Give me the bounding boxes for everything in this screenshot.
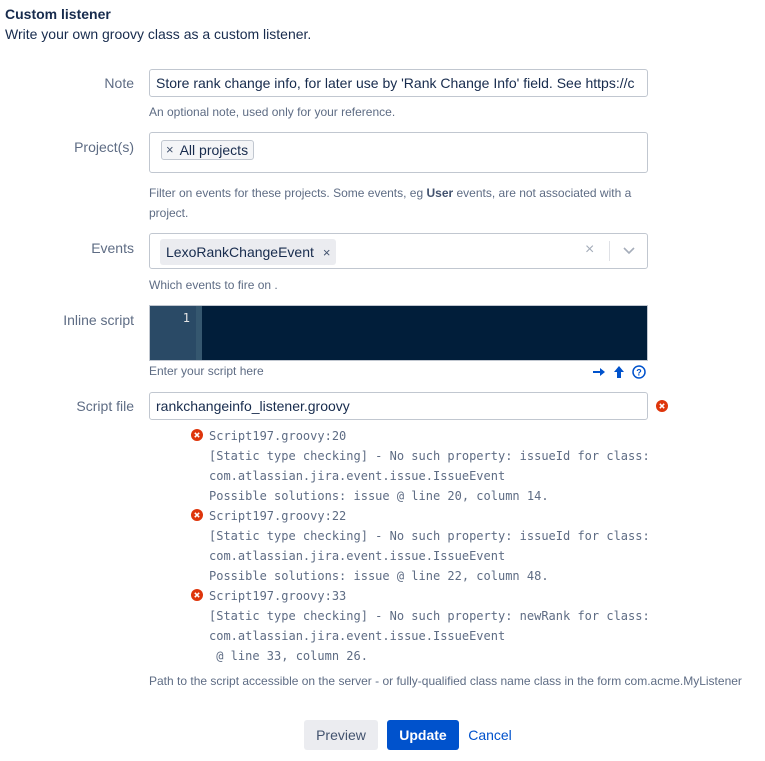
error-line: @ line 33, column 26. bbox=[209, 649, 368, 663]
error-icon bbox=[191, 589, 203, 601]
remove-chip-icon[interactable]: × bbox=[166, 142, 174, 157]
error-message bbox=[209, 426, 650, 506]
error-line: com.atlassian.jira.event.issue.IssueEvent bbox=[209, 549, 506, 563]
header-subtitle: Write your own groovy class as a custom listener. bbox=[5, 26, 312, 42]
projects-help bbox=[149, 183, 631, 223]
note-help: An optional note, used only for your reference. bbox=[149, 105, 396, 119]
error-line: Possible solutions: issue @ line 20, column 14. bbox=[209, 489, 549, 503]
arrow-up-icon[interactable] bbox=[612, 365, 626, 379]
script-file-input[interactable]: rankchangeinfo_listener.groovy bbox=[149, 392, 648, 420]
svg-text:?: ? bbox=[636, 367, 642, 378]
project-chip bbox=[161, 140, 254, 160]
error-line: com.atlassian.jira.event.issue.IssueEvent bbox=[209, 629, 506, 643]
help-icon[interactable] bbox=[632, 365, 646, 379]
projects-label: Project(s) bbox=[74, 139, 134, 155]
preview-button[interactable]: Preview bbox=[304, 720, 378, 750]
error-line: [Static type checking] - No such property: newRank for class: bbox=[209, 609, 650, 623]
editor-gutter bbox=[150, 306, 196, 360]
cancel-link[interactable]: Cancel bbox=[468, 727, 512, 743]
note-input[interactable]: Store rank change info, for later use by 'Rank Change Info' field. See https://c bbox=[149, 69, 648, 97]
remove-event-icon[interactable]: × bbox=[322, 244, 331, 260]
events-help: Which events to fire on . bbox=[149, 278, 278, 292]
error-message bbox=[209, 586, 650, 666]
inline-script-help: Enter your script here bbox=[149, 364, 264, 378]
error-message bbox=[209, 506, 650, 586]
error-title: Script197.groovy:33 bbox=[209, 589, 347, 603]
error-line: [Static type checking] - No such property: issueId for class: bbox=[209, 449, 650, 463]
events-label: Events bbox=[91, 240, 134, 256]
error-line: [Static type checking] - No such property: issueId for class: bbox=[209, 529, 650, 543]
select-divider bbox=[609, 241, 610, 261]
error-icon bbox=[191, 509, 203, 521]
script-file-label: Script file bbox=[76, 398, 134, 414]
header-title: Custom listener bbox=[5, 6, 111, 22]
event-chip-label: LexoRankChangeEvent bbox=[166, 244, 314, 260]
editor-active-line bbox=[196, 306, 202, 360]
projects-select[interactable] bbox=[149, 132, 648, 173]
events-select[interactable] bbox=[149, 233, 648, 269]
projects-help-bold: User bbox=[426, 186, 454, 200]
note-label: Note bbox=[104, 75, 134, 91]
project-chip-label: All projects bbox=[179, 142, 249, 158]
projects-help-suffix: events, are not associated with a bbox=[453, 186, 632, 200]
projects-help-prefix: Filter on events for these projects. Some events, eg bbox=[149, 186, 427, 200]
editor-tools bbox=[592, 365, 646, 379]
error-icon bbox=[191, 429, 203, 441]
error-title: Script197.groovy:20 bbox=[209, 429, 347, 443]
script-file-help: Path to the script accessible on the server - or fully-qualified class name class in the form com.acme.MyListener bbox=[149, 674, 742, 688]
event-chip bbox=[160, 239, 336, 265]
error-line: com.atlassian.jira.event.issue.IssueEvent bbox=[209, 469, 506, 483]
error-line: Possible solutions: issue @ line 22, column 48. bbox=[209, 569, 549, 583]
projects-help-line2: project. bbox=[149, 206, 189, 220]
script-editor[interactable] bbox=[149, 305, 648, 361]
error-title: Script197.groovy:22 bbox=[209, 509, 347, 523]
chevron-down-icon[interactable] bbox=[622, 243, 636, 257]
arrow-right-icon[interactable] bbox=[592, 365, 606, 379]
inline-script-label: Inline script bbox=[63, 312, 134, 328]
error-icon bbox=[656, 400, 668, 412]
update-button[interactable]: Update bbox=[387, 720, 459, 750]
line-number: 1 bbox=[182, 311, 190, 325]
clear-icon[interactable]: × bbox=[585, 241, 595, 258]
